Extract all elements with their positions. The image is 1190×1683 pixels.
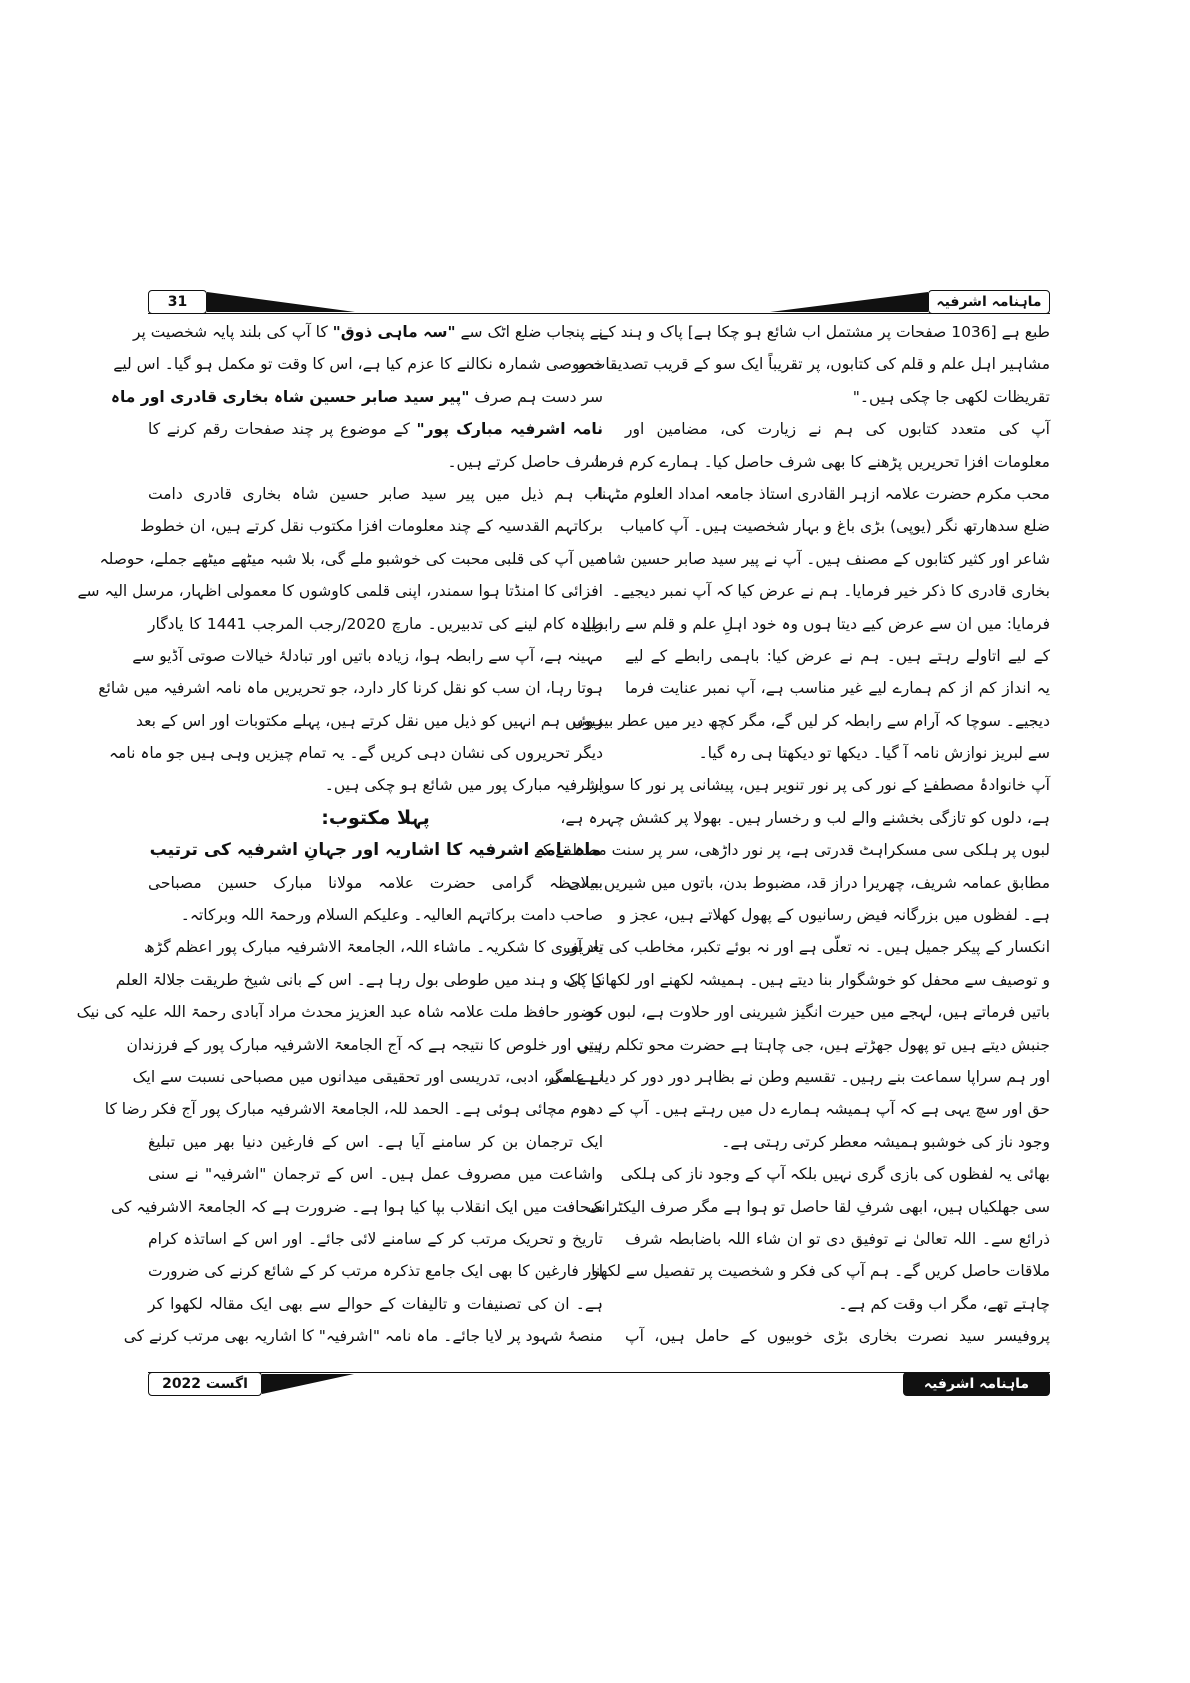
text-line	[113, 348, 603, 380]
text-segment: صاحب دامت برکاتہم العالیہ۔ وعلیکم السلام ورحمۃ اللہ وبرکاتہ۔	[180, 906, 603, 925]
text-line	[148, 1158, 603, 1190]
text-segment: آپ کی متعدد کتابوں کی ہم نے زیارت کی، مضامین اور	[625, 420, 1050, 439]
text-line	[148, 608, 603, 640]
text-segment: اور ہم سراپا سماعت بنے رہیں۔ تقسیم وطن نے بظاہر دور دور کر دیا ہے مگر	[546, 1067, 1050, 1086]
text-line	[148, 478, 603, 510]
text-segment: طبع ہے [1036 صفحات پر مشتمل اب شائع ہو چکا ہے] پاک و ہند کے	[599, 323, 1050, 341]
text-segment: خصوصی شمارہ نکالنے کا عزم کیا ہے، اس کا وقت تو مکمل ہو گیا۔ اس لیے	[113, 355, 603, 374]
text-segment: ہے۔ ان کی تصنیفات و تالیفات کے حوالے سے بھی ایک مقالہ لکھوا کر	[148, 1294, 603, 1313]
text-segment: اب ہم ذیل میں پیر سید صابر حسین شاہ بخاری قادری دامت	[148, 484, 603, 503]
text-line	[110, 381, 603, 413]
text-segment: حضور حافظ ملت علامہ شاہ عبد العزیز محدث مراد آبادی رحمۃ اللہ علیہ کی نیک	[76, 1003, 603, 1022]
text-segment: مہینہ ہے، آپ سے رابطہ ہوا، زیادہ باتیں اور تبادلۂ خیالات صوتی آڈیو سے	[132, 646, 603, 665]
text-segment: مشاہیر اہل علم و قلم کی کتابوں، پر تقریباً ایک سو کے قریب تصدیقات و	[578, 355, 1050, 374]
text-line	[620, 1158, 1050, 1190]
text-line	[572, 705, 1050, 737]
text-line	[123, 1320, 603, 1352]
text-line	[586, 769, 1050, 801]
text-line	[148, 867, 603, 899]
text-line	[563, 931, 1050, 963]
text-line	[140, 510, 603, 542]
bold-text: "سہ ماہی ذوق"	[332, 323, 456, 341]
text-segment: ذرائع سے۔ اللہ تعالیٰ نے توفیق دی تو ان شاء اللہ باضابطہ شرف	[625, 1229, 1050, 1248]
text-line	[99, 543, 603, 575]
text-segment: دیگر تحریروں کی نشان دہی کریں گے۔ یہ تمام چیزیں وہی ہیں جو ماہ نامہ	[108, 744, 603, 763]
text-segment: برکاتہم القدسیہ کے چند معلومات افزا مکتوب نقل کرتے ہیں، ان خطوط	[140, 517, 603, 536]
text-line	[586, 996, 1050, 1028]
text-segment: صحافت میں ایک انقلاب بپا کیا ہوا ہے۔ ضرورت ہے کہ الجامعۃ الاشرفیہ کی	[111, 1197, 603, 1216]
text-segment: زیادہ کام لینے کی تدبیریں۔ مارچ 2020/رجب المرجب 1441 کا یادگار	[148, 614, 603, 633]
text-line	[148, 446, 603, 478]
text-line	[98, 672, 603, 704]
text-segment: انکسار کے پیکر جمیل ہیں۔ نہ تعلّی ہے اور نہ بوئے تکبر، مخاطب کی تعریف	[563, 938, 1050, 957]
text-line	[577, 1029, 1050, 1061]
text-line	[598, 543, 1050, 575]
text-line	[595, 446, 1050, 478]
text-line	[568, 867, 1050, 899]
text-segment: کے لیے اتاولے رہتے ہیں۔ ہم نے عرض کیا: باہمی رابطے کے لیے	[625, 646, 1050, 665]
text-segment: ہوئیں ہم انہیں کو ذیل میں نقل کرتے ہیں، پہلے مکتوبات اور اس کے بعد	[135, 711, 603, 730]
text-segment: پروفیسر سید نصرت بخاری بڑی خوبیوں کے حامل ہیں، آپ	[625, 1327, 1050, 1346]
text-segment: نے پنجاب ضلع اٹک سے	[455, 323, 603, 341]
text-segment: ماہ نامہ اشرفیہ کا اشاریہ اور جہانِ اشرفیہ کی ترتیب	[149, 840, 602, 861]
text-segment: بملاحظہ گرامی حضرت علامہ مولانا مبارک حسین مصباحی	[148, 873, 603, 892]
text-line	[148, 1126, 603, 1158]
text-segment: حق اور سچ یہی ہے کہ آپ ہمیشہ ہمارے دل میں رہتے ہیں۔ آپ کے	[608, 1100, 1050, 1119]
text-line	[108, 737, 603, 769]
text-segment: کا آپ کی بلند پایہ شخصیت پر	[132, 323, 333, 341]
footer-left-wedge	[262, 1374, 354, 1394]
text-line	[625, 1288, 1050, 1320]
text-segment: دیجیے۔ سوچا کہ آرام سے رابطہ کر لیں گے، مگر کچھ دیر میں عطر بیزیوں	[572, 711, 1050, 730]
text-segment: بھائی یہ لفظوں کی بازی گری نہیں بلکہ آپ کے وجود ناز کی ہلکی	[620, 1165, 1050, 1184]
section-heading	[148, 834, 603, 866]
text-line	[148, 1288, 603, 1320]
text-segment: تقریظات لکھی جا چکی ہیں۔"	[852, 387, 1050, 406]
text-line	[625, 413, 1050, 445]
text-segment: شاعر اور کثیر کتابوں کے مصنف ہیں۔ آپ نے پیر سید صابر حسین شاہ	[598, 549, 1050, 568]
text-line	[135, 705, 603, 737]
text-line	[148, 1255, 603, 1287]
text-segment: سے لبریز نوازش نامہ آ گیا۔ دیکھا تو دیکھتا ہی رہ گیا۔	[698, 744, 1050, 763]
text-segment: لبوں پر ہلکی سی مسکراہٹ قدرتی ہے، پر نور داڑھی، سر پر سنت مصطفےٰ کے	[533, 841, 1050, 860]
text-segment: نے علمی، ادبی، تدریسی اور تحقیقی میدانوں میں مصباحی نسبت سے ایک	[132, 1067, 603, 1086]
text-line	[111, 1191, 603, 1223]
text-segment: واشاعت میں مصروف عمل ہیں۔ اس کے ترجمان "اشرفیہ" نے سنی	[148, 1165, 603, 1184]
text-line	[587, 1191, 1050, 1223]
text-line	[582, 608, 1050, 640]
text-segment: ملاقات حاصل کریں گے۔ ہم آپ کی فکر و شخصیت پر تفصیل سے لکھنا	[591, 1262, 1050, 1281]
text-segment: افزائی کا امنڈتا ہوا سمندر، اپنی قلمی کاوشوں کا معمولی اظہار، مرسل الیہ سے	[77, 582, 603, 601]
text-segment: تاریخ و تحریک مرتب کر کے سامنے لائی جائے۔ اور اس کے اساتذہ کرام	[148, 1229, 603, 1248]
text-segment: اشرفیہ مبارک پور میں شائع ہو چکی ہیں۔	[324, 776, 603, 795]
text-line	[625, 1223, 1050, 1255]
header-rule	[148, 313, 1050, 314]
text-segment: آپ خانوادۂ مصطفےٰ کے نور کی پر نور تنویر ہیں، پیشانی پر نور کا سویرا	[586, 776, 1050, 795]
text-segment: محب مکرم حضرت علامہ ازہر القادری استاذ جامعہ امداد العلوم مٹہنا،	[592, 484, 1050, 503]
header-left-wedge	[207, 292, 355, 312]
text-segment: سر دست ہم صرف	[469, 387, 603, 406]
text-segment: ہے۔ لفظوں میں بزرگانہ فیض رسانیوں کے پھول کھلاتے ہیں، عجز و	[618, 906, 1050, 925]
text-line	[126, 1029, 603, 1061]
text-segment: وجود ناز کی خوشبو ہمیشہ معطر کرتی رہتی ہے۔	[721, 1132, 1050, 1151]
text-line	[591, 1255, 1050, 1287]
text-segment: سی جھلکیاں ہیں، ابھی شرفِ لقا حاصل تو ہوا ہے مگر صرف الیکٹرانک	[587, 1197, 1050, 1216]
text-line	[592, 478, 1050, 510]
text-line	[115, 964, 603, 996]
text-line	[104, 1093, 603, 1125]
text-line	[546, 1061, 1050, 1093]
text-line	[148, 1223, 603, 1255]
header-magazine-name: ماہنامہ اشرفیہ	[928, 290, 1050, 314]
header-right-wedge	[770, 292, 928, 312]
text-line	[132, 640, 603, 672]
text-segment: منصۂ شہود پر لایا جائے۔ ماہ نامہ "اشرفیہ" کا اشاریہ بھی مرتب کرنے کی	[123, 1327, 603, 1346]
text-line	[143, 931, 603, 963]
text-line	[619, 510, 1050, 542]
text-line	[618, 899, 1050, 931]
text-line	[132, 316, 603, 348]
text-line	[578, 348, 1050, 380]
text-line	[77, 575, 603, 607]
text-segment: فرمایا: میں ان سے عرض کیے دیتا ہوں وہ خود اہلِ علم و قلم سے رابطے	[582, 614, 1050, 633]
text-line	[608, 1093, 1050, 1125]
text-line	[148, 899, 603, 931]
text-segment: جنبش دیتے ہیں تو پھول جھڑتے ہیں، جی چاہتا ہے حضرت محو تکلم رہیں	[577, 1035, 1050, 1054]
text-segment: ہے، دلوں کو تازگی بخشنے والے لب و رخسار ہیں۔ بھولا پر کشش چہرہ ہے،	[560, 808, 1050, 827]
text-line	[148, 769, 603, 801]
text-segment: و توصیف سے محفل کو خوشگوار بنا دیتے ہیں۔ ہمیشہ لکھنے اور لکھانے کی	[566, 970, 1050, 989]
text-line	[148, 413, 603, 445]
text-segment: دھوم مچائی ہوئی ہے۔ الحمد للہ، الجامعۃ الاشرفیہ مبارک پور آج فکر رضا کا	[104, 1100, 603, 1119]
text-line	[560, 802, 1050, 834]
text-line	[76, 996, 603, 1028]
text-segment: ضلع سدھارتھ نگر (یوپی) بڑی باغ و بہار شخصیت ہیں۔ آپ کامیاب	[619, 517, 1050, 536]
issue-date: اگست 2022	[148, 1372, 262, 1396]
left-column	[76, 316, 604, 1353]
text-line	[132, 1061, 603, 1093]
footer-magazine-name: ماہنامہ اشرفیہ	[903, 1372, 1050, 1396]
text-line	[625, 1320, 1050, 1352]
text-segment: میں آپ کی قلبی محبت کی خوشبو ملے گی، بلا شبہ میٹھے میٹھے جملے، حوصلہ	[99, 549, 603, 568]
text-line	[625, 737, 1050, 769]
section-heading	[148, 802, 603, 834]
text-line	[611, 575, 1050, 607]
text-line	[533, 834, 1050, 866]
text-segment: پہلا مکتوب:	[321, 806, 430, 829]
text-segment: کا پاک و ہند میں طوطی بول رہا ہے۔ اس کے بانی شیخ طریقت جلالۃ العلم	[115, 970, 603, 989]
text-line	[625, 1126, 1050, 1158]
bold-text: "پیر سید صابر حسین شاہ بخاری قادری اور ماہ	[110, 387, 470, 406]
text-segment: معلومات افزا تحریریں پڑھنے کا بھی شرف حاصل کیا۔ ہمارے کرم فرما	[595, 452, 1050, 471]
text-segment: اور فارغین کا بھی ایک جامع تذکرہ مرتب کر کے شائع کرنے کی ضرورت	[148, 1262, 603, 1281]
text-segment: یاد آوری کا شکریہ۔ ماشاء اللہ، الجامعۃ الاشرفیہ مبارک پور اعظم گڑھ	[143, 938, 603, 957]
text-line	[625, 672, 1050, 704]
bold-text: نامہ اشرفیہ مبارک پور"	[416, 420, 604, 439]
text-segment: یہ انداز کم از کم ہمارے لیے غیر مناسب ہے، آپ نمبر عنایت فرما	[625, 679, 1050, 698]
text-segment: مطابق عمامہ شریف، چھریرا دراز قد، مضبوط بدن، باتوں میں شیریں بیانی	[568, 873, 1050, 892]
text-segment: بخاری قادری کا ذکر خیر فرمایا۔ ہم نے عرض کیا کہ آپ نمبر دیجیے۔	[611, 582, 1050, 601]
text-segment: نیتی اور خلوص کا نتیجہ ہے کہ آج الجامعۃ الاشرفیہ مبارک پور کے فرزندان	[126, 1035, 603, 1054]
text-line	[625, 381, 1050, 413]
text-segment: شرف حاصل کرتے ہیں۔	[447, 452, 603, 471]
text-line	[566, 964, 1050, 996]
text-segment: کے موضوع پر چند صفحات رقم کرنے کا	[148, 420, 417, 439]
text-segment: ایک ترجمان بن کر سامنے آیا ہے۔ اس کے فارغین دنیا بھر میں تبلیغ	[148, 1132, 603, 1151]
text-line	[625, 640, 1050, 672]
text-segment: ہوتا رہا، ان سب کو نقل کرنا کار دارد، جو تحریریں ماہ نامہ اشرفیہ میں شائع	[98, 679, 603, 698]
text-segment: باتیں فرماتے ہیں، لہجے میں حیرت انگیز شیرینی اور حلاوت ہے، لبوں کو	[586, 1003, 1050, 1022]
text-line	[599, 316, 1050, 348]
text-segment: چاہتے تھے، مگر اب وقت کم ہے۔	[838, 1294, 1050, 1313]
page-number: 31	[148, 290, 207, 314]
